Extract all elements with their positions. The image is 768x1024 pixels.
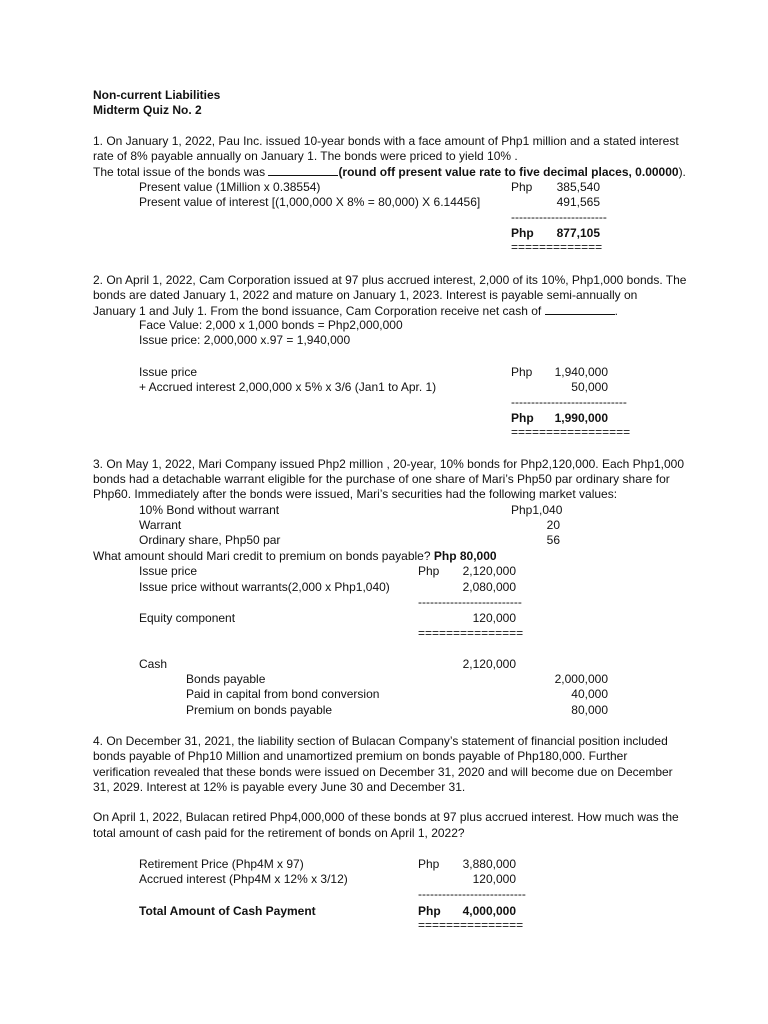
q4-total-value: 4,000,000 (462, 904, 516, 918)
q3-equity-value: 120,000 (472, 611, 516, 625)
q4-text-line: verification revealed that these bonds were issued on December 31, 2020 and will become due on December (93, 765, 673, 779)
q1-single-rule: ------------------------ (511, 210, 607, 224)
q4-total-currency: Php (418, 904, 441, 918)
q3-text-line: Php60. Immediately after the bonds were issued, Mari’s securities had the following market values: (93, 487, 618, 501)
q2-issue-price-currency: Php (511, 365, 533, 379)
q3-ipw-label: Issue price without warrants(2,000 x Php1,040) (139, 580, 390, 594)
q1-pvi-label: Present value of interest [(1,000,000 X 8% = 80,000) X 6.14456] (139, 195, 481, 209)
document-subtitle: Midterm Quiz No. 2 (93, 103, 202, 117)
q3-mv-value: 56 (546, 533, 560, 547)
q3-ipw-value: 2,080,000 (462, 580, 516, 594)
q2-accrued-value: 50,000 (571, 380, 608, 394)
q1-pv-value: 385,540 (556, 180, 600, 194)
q1-double-rule: ============= (511, 240, 603, 254)
document-title: Non-current Liabilities (93, 88, 221, 102)
q2-text-line: 2. On April 1, 2022, Cam Corporation issued at 97 plus accrued interest, 2,000 of its 10%, Php1,000 bonds. The (93, 273, 687, 287)
q3-pic-label: Paid in capital from bond conversion (186, 687, 380, 701)
q4-retirement-value: 3,880,000 (462, 857, 516, 871)
q1-text-line: 1. On January 1, 2022, Pau Inc. issued 10-year bonds with a face amount of Php1 million and a stated interest (93, 134, 679, 148)
q2-text-line: bonds are dated January 1, 2022 and mature on January 1, 2023. Interest is payable semi-annually on (93, 288, 638, 302)
q3-question-text: What amount should Mari credit to premium on bonds payable? (93, 549, 434, 563)
q3-issue-price-label: Issue price (139, 564, 198, 578)
q3-mv-value: 20 (546, 518, 560, 532)
q1-total-currency: Php (511, 226, 534, 240)
q3-premium-label: Premium on bonds payable (186, 703, 333, 717)
q1-text-pre: The total issue of the bonds was (93, 165, 269, 179)
q3-pic-value: 40,000 (571, 687, 608, 701)
q2-text-line (93, 303, 618, 319)
q4-retirement-label: Retirement Price (Php4M x 97) (139, 857, 304, 871)
q3-bonds-payable-label: Bonds payable (186, 672, 266, 686)
q4-accrued-value: 120,000 (472, 872, 516, 886)
q3-text-line: 3. On May 1, 2022, Mari Company issued Php2 million , 20-year, 10% bonds for Php2,120,000. Each Php1,000 (93, 457, 685, 471)
q3-equity-label: Equity component (139, 611, 236, 625)
q2-face-value: Face Value: 2,000 x 1,000 bonds = Php2,000,000 (139, 318, 403, 332)
q1-text-line (93, 164, 686, 180)
q3-text-line: bonds had a detachable warrant eligible for the purchase of one share of Mari’s Php50 par ordinary share for (93, 472, 670, 486)
q3-single-rule: -------------------------- (418, 595, 522, 609)
q3-cash-value: 2,120,000 (462, 657, 516, 671)
q2-double-rule: ================= (511, 425, 631, 439)
q3-cash-label: Cash (139, 657, 168, 671)
q1-instruction: (round off present value rate to five decimal places, 0.00000 (338, 165, 679, 179)
q1-total-value: 877,105 (556, 226, 600, 240)
q4-text-line: bonds payable of Php10 Million and unamortized premium on bonds payable of Php180,000. Further (93, 749, 628, 763)
q1-pv-label: Present value (1Million x 0.38554) (139, 180, 321, 194)
q1-text-line: rate of 8% payable annually on January 1. The bonds were priced to yield 10% . (93, 149, 518, 163)
q1-pv-currency: Php (511, 180, 533, 194)
q2-accrued-label: + Accrued interest 2,000,000 x 5% x 3/6 (Jan1 to Apr. 1) (139, 380, 437, 394)
q4-accrued-label: Accrued interest (Php4M x 12% x 3/12) (139, 872, 348, 886)
q2-text-pre: January 1 and July 1. From the bond issuance, Cam Corporation receive net cash of (93, 304, 545, 318)
q2-issue-price-value: 1,940,000 (554, 365, 608, 379)
q3-answer: Php 80,000 (433, 549, 497, 563)
q3-issue-price-value: 2,120,000 (462, 564, 516, 578)
q2-issue-price-label: Issue price (139, 365, 198, 379)
q4-retirement-currency: Php (418, 857, 440, 871)
q4-text-line: On April 1, 2022, Bulacan retired Php4,000,000 of these bonds at 97 plus accrued interest. How much was the (93, 810, 679, 824)
q4-single-rule: --------------------------- (418, 887, 526, 901)
q2-text-post: . (614, 304, 618, 318)
q3-mv-label: 10% Bond without warrant (139, 503, 280, 517)
q3-mv-label: Ordinary share, Php50 par (139, 533, 281, 547)
q3-premium-value: 80,000 (571, 703, 608, 717)
q3-double-rule: =============== (418, 626, 524, 640)
q3-issue-price-currency: Php (418, 564, 440, 578)
q4-double-rule: =============== (418, 918, 524, 932)
q1-text-post: ). (678, 165, 686, 179)
q1-pvi-value: 491,565 (556, 195, 600, 209)
q2-single-rule: ----------------------------- (511, 395, 627, 409)
q3-question (93, 549, 497, 564)
answer-blank (268, 164, 338, 176)
q2-total-currency: Php (511, 411, 534, 425)
q4-text-line: 4. On December 31, 2021, the liability section of Bulacan Company’s statement of financial position included (93, 734, 668, 748)
q4-text-line: 31, 2029. Interest at 12% is payable every June 30 and December 31. (93, 780, 466, 794)
q3-mv-label: Warrant (139, 518, 182, 532)
q2-issue-price-calc: Issue price: 2,000,000 x.97 = 1,940,000 (139, 333, 351, 347)
q3-mv-value: Php1,040 (511, 503, 563, 517)
answer-blank (545, 303, 615, 315)
q3-bonds-payable-value: 2,000,000 (554, 672, 608, 686)
q2-total-value: 1,990,000 (554, 411, 608, 425)
q4-text-line: total amount of cash paid for the retirement of bonds on April 1, 2022? (93, 826, 465, 840)
q4-total-label: Total Amount of Cash Payment (139, 904, 316, 918)
